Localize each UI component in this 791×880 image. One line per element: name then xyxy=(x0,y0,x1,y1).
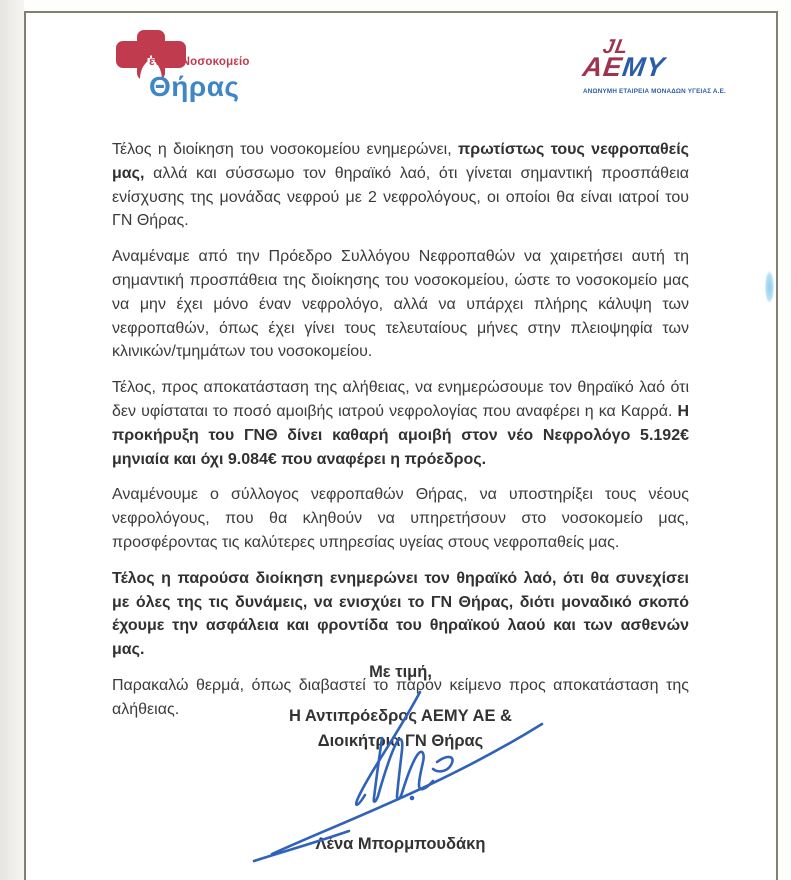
hospital-name-line2: Θήρας xyxy=(149,71,240,102)
signer-name: Λένα Μπορμπουδάκη xyxy=(315,835,486,853)
paragraph-text-regular: Αναμέναμε από την Πρόεδρο Συλλόγου Νεφροπαθών να χαιρετήσει αυτή τη σημαντική προσπάθεια της διοίκησης του νοσοκομείου, ώστε το νοσοκομείο μας να μην έχει μόνο έναν νεφρολόγο, αλλά να υπάρχει πλήρης κάλυψη των νεφροπαθών, όπως έχει γίνει τους τελευταίους μήνες στην πλειοψηφία των κλινικών/τμημάτων του νοσοκομείου. xyxy=(112,248,689,361)
paragraph-text-bold: Τέλος η παρούσα διοίκηση ενημερώνει τον θηραϊκό λαό, ότι θα συνεχίσει με όλες της τις δυνάμεις, να ενισχύει το ΓΝ Θήρας, διότι μοναδικό σκοπό έχουμε την ασφάλεια και φροντίδα του θηραϊκού λαού και των ασθενών μας. xyxy=(112,569,689,659)
letter-paragraph xyxy=(112,376,689,471)
paragraph-text-regular: Παρακαλώ θερμά, όπως διαβαστεί το παρόν κείμενο προς αποκατάσταση της αλήθειας. xyxy=(112,676,689,718)
closing-role-line1: Η Αντιπρόεδρος ΑΕΜΥ ΑΕ & xyxy=(289,707,512,725)
closing-regards: Με τιμή, xyxy=(369,663,432,681)
aemy-logo-mark-icon: JL xyxy=(601,36,631,58)
blue-ink-smudge xyxy=(765,271,774,303)
aemy-wordmark-red: ΑΕ xyxy=(580,52,625,82)
hospital-name-line1: Γενικό Νοσοκομείο xyxy=(142,56,250,68)
paragraph-text-regular: Τέλος, προς αποκατάσταση της αλήθειας, να ενημερώσουμε τον θηραϊκό λαό ότι δεν υφίσταται το ποσό αμοιβής ιατρού νεφρολογίας που αναφέρει η κα Καρρά. xyxy=(112,379,689,420)
letter-body xyxy=(112,138,689,734)
paragraph-text-regular: Τέλος η διοίκηση του νοσοκομείου ενημερώνει, xyxy=(112,141,459,158)
letter-paragraph xyxy=(112,483,689,554)
handwritten-signature xyxy=(252,686,552,866)
paragraph-text-bold: Η προκήρυξη του ΓΝΘ δίνει καθαρή αμοιβή στον νέο Νεφρολόγο 5.192€ μηνιαία και όχι 9.084€ που αναφέρει η πρόεδρος. xyxy=(112,402,689,468)
letter-paragraph xyxy=(112,138,689,233)
aemy-logo-wordmark xyxy=(581,52,667,83)
letter-paragraph xyxy=(112,567,689,662)
letter-paragraph xyxy=(112,245,689,364)
paragraph-text-regular: αλλά και σύσσωμο τον θηραϊκό λαό, ότι γίνεται σημαντική προσπάθεια ενίσχυσης της μονάδας νεφρού με 2 νεφρολόγους, οι οποίοι θα είναι ιατροί του ΓΝ Θήρας. xyxy=(112,164,689,230)
aemy-logo-caption: ΑΝΩΝΥΜΗ ΕΤΑΙΡΕΙΑ ΜΟΝΑΔΩΝ ΥΓΕΙΑΣ Α.Ε. xyxy=(583,88,726,95)
paragraph-text-bold: πρωτίστως τους νεφροπαθείς μας, xyxy=(112,141,689,182)
scan-edge-left xyxy=(0,0,24,880)
paragraph-text-regular: Αναμένουμε ο σύλλογος νεφροπαθών Θήρας, να υποστηρίξει τους νέους νεφρολόγους, που θα κληθούν να υπηρετήσουν στο νοσοκομείο μας, προσφέροντας τις καλύτερες υπηρεσίας υγείας στους νεφροπαθείς μας. xyxy=(112,486,689,551)
aemy-wordmark-blue: ΜΥ xyxy=(620,52,668,82)
closing-role-line2: Διοικήτρια ΓΝ Θήρας xyxy=(317,732,484,750)
